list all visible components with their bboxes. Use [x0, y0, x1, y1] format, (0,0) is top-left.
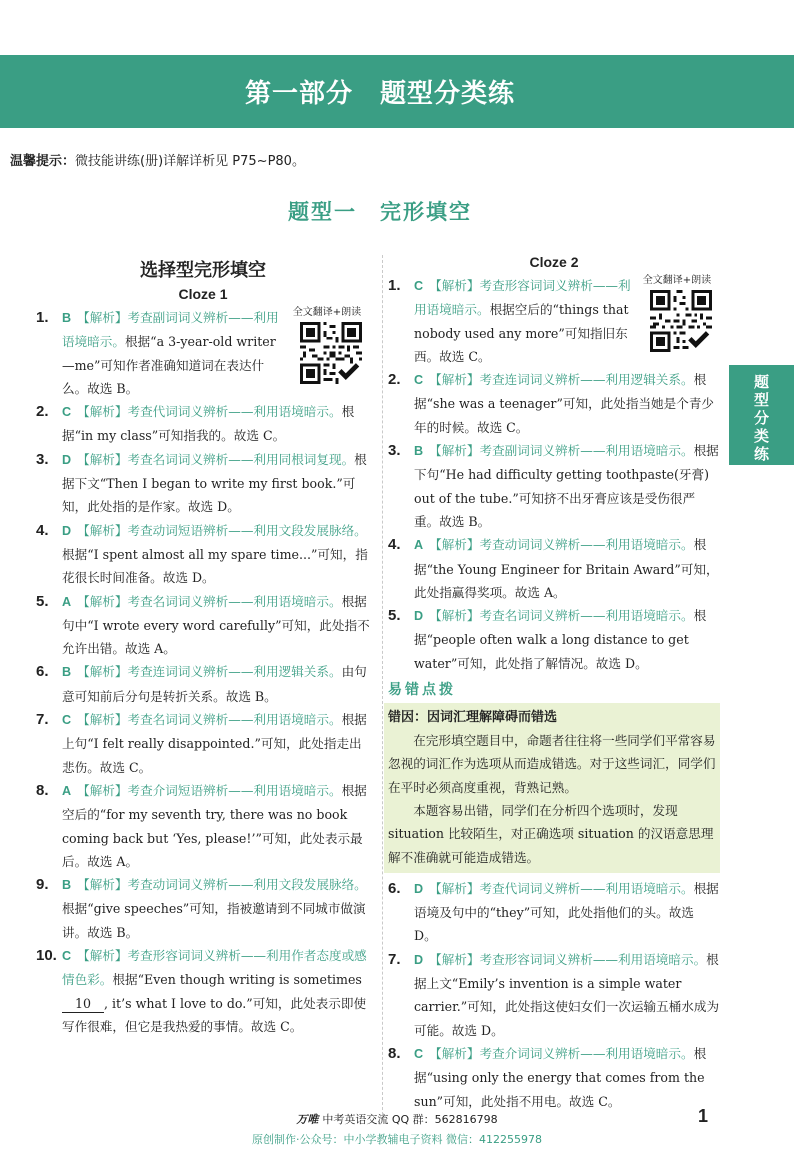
analysis-label: 【解析】考查介词短语辨析——利用语境暗示。 — [77, 782, 342, 798]
answer-text: 根据下句“He had difficulty getting toothpaste(牙膏) out of the tube.”可知挤不出牙膏应该是受伤很严重。故选 B。 — [414, 443, 719, 529]
answer-text: 根据空后的“for my seventh try, there was no book coming back but ‘Yes, please!’”可知，此处表示最后。故选 A。 — [62, 782, 367, 869]
analysis-label: 【解析】考查形容词词义辨析——利用语境暗示。 — [429, 951, 707, 967]
answer-letter: A — [414, 538, 424, 553]
right-column — [388, 252, 720, 1113]
page-number: 1 — [698, 1106, 709, 1126]
answer-text: 根据“in my class”可知指我的。故选 C。 — [62, 404, 355, 444]
column-title: 选择型完形填空 — [140, 260, 266, 281]
answer-item — [388, 948, 720, 1042]
answer-letter: C — [414, 1046, 424, 1061]
analysis-label: 【解析】考查副词词义辨析——利用语境暗示。 — [62, 310, 279, 350]
answer-text: 根据“she was a teenager”可知，此处指当她是个青少年的时候。故选 C。 — [414, 372, 715, 435]
answer-item — [36, 660, 370, 708]
item-number: 5. — [388, 607, 401, 625]
footer-qq-group: 中考英语交流 QQ 群：562816798 — [322, 1113, 498, 1126]
item-number: 7. — [36, 711, 49, 729]
item-number: 6. — [36, 663, 49, 681]
answer-letter: D — [414, 881, 424, 896]
analysis-label: 【解析】考查副词词义辨析——利用语境暗示。 — [429, 443, 694, 459]
answer-letter: B — [414, 444, 424, 459]
error-paragraph: 本题容易出错，同学们在分析四个选项时，发现 situation 比较陌生，对正确选项 situation 的汉语意思理解不准确就可能造成错选。 — [388, 802, 714, 865]
side-tab-char: 型 — [753, 391, 769, 409]
side-tab-char: 练 — [753, 445, 769, 463]
item-number: 6. — [388, 879, 401, 897]
item-number: 8. — [36, 781, 49, 799]
answer-letter: C — [62, 405, 72, 420]
tip-label: 温馨提示： — [10, 154, 76, 169]
answer-text: 根据“the Young Engineer for Britain Award”可知，此处指赢得奖项。故选 A。 — [414, 537, 719, 600]
analysis-label: 【解析】考查名词词义辨析——利用语境暗示。 — [77, 712, 342, 728]
error-paragraph: 在完形填空题目中，命题者往往将一些同学们平常容易忽视的词汇作为选项从而造成错选。对于这些词汇，同学们在平时必须高度重视，背熟记熟。 — [388, 733, 716, 795]
item-number: 4. — [388, 536, 401, 554]
answer-letter: A — [62, 783, 72, 798]
answer-text: 根据“I spent almost all my spare time...”可知，指花很长时间准备。故选 D。 — [62, 546, 368, 586]
answer-item — [36, 400, 370, 448]
qr-block[interactable] — [292, 306, 370, 384]
analysis-label: 【解析】考查形容词词义辨析——利用作者态度或感情色彩。 — [62, 948, 367, 988]
answer-text: 根据空后的“things that nobody used any more”可知指旧东西。故选 C。 — [414, 302, 629, 364]
answer-item — [388, 877, 720, 948]
item-number: 8. — [388, 1044, 401, 1062]
item-number: 2. — [388, 371, 401, 389]
answer-item — [388, 274, 720, 368]
footer — [0, 1111, 794, 1127]
item-number: 1. — [36, 309, 49, 326]
analysis-label: 【解析】考查介词词义辨析——利用语境暗示。 — [429, 1045, 694, 1061]
answer-letter: C — [62, 713, 72, 728]
answer-item — [36, 519, 370, 590]
answer-text: 根据上句“I felt really disappointed.”可知，此处指走出悲伤。故选 C。 — [62, 712, 367, 775]
answer-letter: B — [62, 311, 72, 325]
analysis-label: 【解析】考查名词词义辨析——利用语境暗示。 — [77, 593, 342, 609]
answer-letter: C — [62, 949, 72, 964]
analysis-label: 【解析】考查动词词义辨析——利用文段发展脉络。 — [77, 877, 367, 893]
analysis-label: 【解析】考查代词词义辨析——利用语境暗示。 — [429, 880, 694, 896]
qr-code-icon[interactable] — [300, 322, 362, 384]
answer-text: 根据“using only the energy that comes from the sun”可知，此处指不用电。故选 C。 — [414, 1045, 707, 1109]
answer-text: 根据下文“Then I began to write my first book.”可知，此处指的是作家。故选 D。 — [62, 451, 367, 515]
item-number: 3. — [36, 450, 49, 468]
item-number: 1. — [388, 277, 401, 294]
answer-text: 根据语境及句中的“they”可知，此处指他们的头。故选 D。 — [414, 880, 719, 944]
answer-letter: A — [62, 594, 72, 609]
answer-item — [36, 779, 370, 873]
analysis-label: 【解析】考查连词词义辨析——利用逻辑关系。 — [429, 372, 694, 388]
answer-letter: D — [414, 952, 424, 967]
section-title: 题型一 完形填空 — [288, 200, 472, 224]
answer-letter: C — [414, 373, 424, 388]
answer-item — [388, 368, 720, 439]
tip-line — [10, 150, 305, 169]
side-tab-char: 分 — [753, 409, 769, 427]
side-tab-char: 题 — [753, 373, 769, 391]
answer-text: 由句意可知前后分句是转折关系。故选 B。 — [62, 664, 367, 704]
item-number: 10. — [36, 947, 57, 965]
cloze-2-title: Cloze 2 — [529, 254, 579, 270]
item-number: 7. — [388, 950, 401, 968]
analysis-label: 【解析】考查连词词义辨析——利用逻辑关系。 — [77, 664, 342, 680]
answer-item — [388, 604, 720, 675]
item-number: 2. — [36, 403, 49, 421]
header-banner — [0, 55, 794, 128]
answer-item — [36, 590, 370, 661]
item-number: 5. — [36, 592, 49, 610]
answer-letter: D — [62, 452, 72, 467]
answer-item — [36, 873, 370, 944]
watermark: 原创制作·公众号：中小学教辅电子资料 微信：412255978 — [252, 1133, 542, 1146]
qr-code-icon[interactable] — [650, 290, 712, 352]
answer-item — [36, 708, 370, 779]
column-divider — [382, 255, 383, 1120]
answer-text: 根据“a 3-year-old writer—me”可知作者准确知道词在表达什么。故选 B。 — [62, 334, 276, 396]
answer-text: 根据句中“I wrote every word carefully”可知，此处指不允许出错。故选 A。 — [62, 593, 370, 657]
error-cause-heading: 错因：因词汇理解障碍而错选 — [388, 710, 558, 726]
answer-item — [36, 448, 370, 519]
analysis-label: 【解析】考查名词词义辨析——利用同根词复现。 — [77, 451, 355, 467]
analysis-label: 【解析】考查形容词词义辨析——利用语境暗示。 — [414, 278, 631, 318]
analysis-label: 【解析】考查名词词义辨析——利用语境暗示。 — [429, 608, 694, 624]
answer-letter: D — [62, 523, 72, 538]
answer-letter: B — [62, 878, 72, 893]
analysis-label: 【解析】考查动词短语辨析——利用文段发展脉络。 — [77, 522, 367, 538]
brand-logo: 万唯 — [296, 1113, 319, 1126]
item-number: 3. — [388, 442, 401, 460]
analysis-label: 【解析】考查动词词义辨析——利用语境暗示。 — [429, 537, 694, 553]
part-title: 第一部分 题型分类练 — [244, 79, 515, 109]
answer-text: 根据“people often walk a long distance to get water”可知，此处指了解情况。故选 D。 — [414, 608, 707, 671]
answer-item — [388, 533, 720, 604]
answer-letter: C — [414, 279, 424, 293]
qr-label: 全文翻译+朗读 — [642, 275, 712, 286]
tip-text: 微技能讲练(册)详解详析见 P75~P80。 — [75, 154, 305, 169]
cloze-1-title: Cloze 1 — [178, 286, 228, 302]
error-note-box — [384, 703, 720, 873]
left-column — [36, 252, 370, 1038]
answer-item — [36, 306, 370, 400]
answer-text: , it’s what I love to do.”可知，此处表示即使写作很难，但它是我热爱的事情。故选 C。 — [62, 995, 367, 1034]
analysis-label: 【解析】考查代词词义辨析——利用语境暗示。 — [77, 404, 342, 420]
qr-block[interactable] — [642, 274, 720, 352]
answer-item — [388, 1042, 720, 1113]
answer-letter: D — [414, 609, 424, 624]
side-tab-char: 类 — [753, 427, 769, 445]
answer-text: 根据“give speeches”可知，指被邀请到不同城市做演讲。故选 B。 — [62, 901, 366, 940]
item-number: 4. — [36, 521, 49, 539]
blank-number: 10 — [62, 996, 104, 1013]
answer-item — [36, 944, 370, 1038]
easy-error-title: 易错点拨 — [388, 682, 456, 699]
answer-text: 根据“Even though writing is sometimes — [112, 972, 362, 988]
item-number: 9. — [36, 876, 49, 894]
qr-label: 全文翻译+朗读 — [292, 307, 362, 318]
answer-letter: B — [62, 665, 72, 680]
answer-item — [388, 439, 720, 533]
side-tab — [729, 365, 794, 465]
answer-text: 根据上文“Emily’s invention is a simple water carrier.”可知，此处指这使妇女们一次运输五桶水成为可能。故选 D。 — [414, 951, 720, 1038]
